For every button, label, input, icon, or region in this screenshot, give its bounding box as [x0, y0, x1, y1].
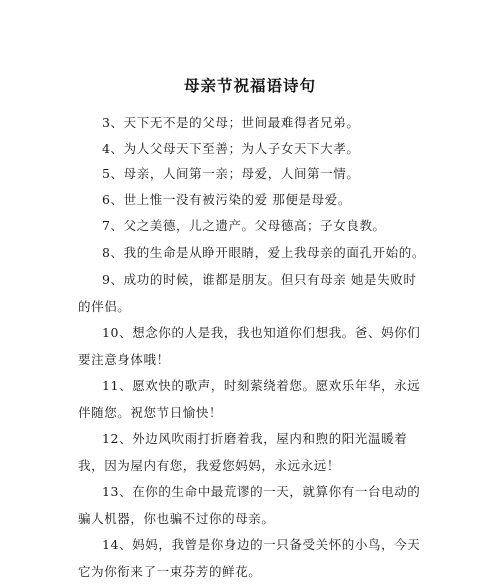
list-item: 8、我的生命是从睁开眼睛，爱上我母亲的面孔开始的。 [102, 245, 425, 260]
list-item: 4、为人父母天下至善；为人子女天下大孝。 [102, 141, 360, 156]
list-item: 6、世上惟一没有被污染的爱 那便是母爱。 [102, 192, 351, 207]
list-item: 13、在你的生命中最荒谬的一天，就算你有一台电动的骗人机器，你也骗不过你的母亲。 [78, 484, 421, 526]
list-item: 14、妈妈，我曾是你身边的一只备受关怀的小鸟，今天它为你衔来了一束芬芳的鲜花。 [78, 537, 421, 579]
list-item: 7、父之美德，儿之遗产。父母德高；子女良教。 [102, 218, 386, 233]
list-item: 10、想念你的人是我，我也知道你们想我。爸、妈你们要注意身体哦！ [78, 325, 421, 367]
list-item: 12、外边风吹雨打折磨着我，屋内和煦的阳光温暖着我，因为屋内有您，我爱您妈妈，永远永远！ [78, 431, 408, 473]
list-item: 5、母亲，人间第一亲；母爱，人间第一情。 [102, 166, 360, 181]
list-item: 11、愿欢快的歌声，时刻萦绕着您。愿欢乐年华，永远伴随您。祝您节日愉快！ [78, 378, 421, 420]
list-item: 3、天下无不是的父母；世间最难得者兄弟。 [102, 115, 360, 130]
document-title: 母亲节祝福语诗句 [183, 77, 316, 95]
list-item: 9、成功的时候，谁都是朋友。但只有母亲 她是失败时的伴侣。 [78, 272, 417, 314]
